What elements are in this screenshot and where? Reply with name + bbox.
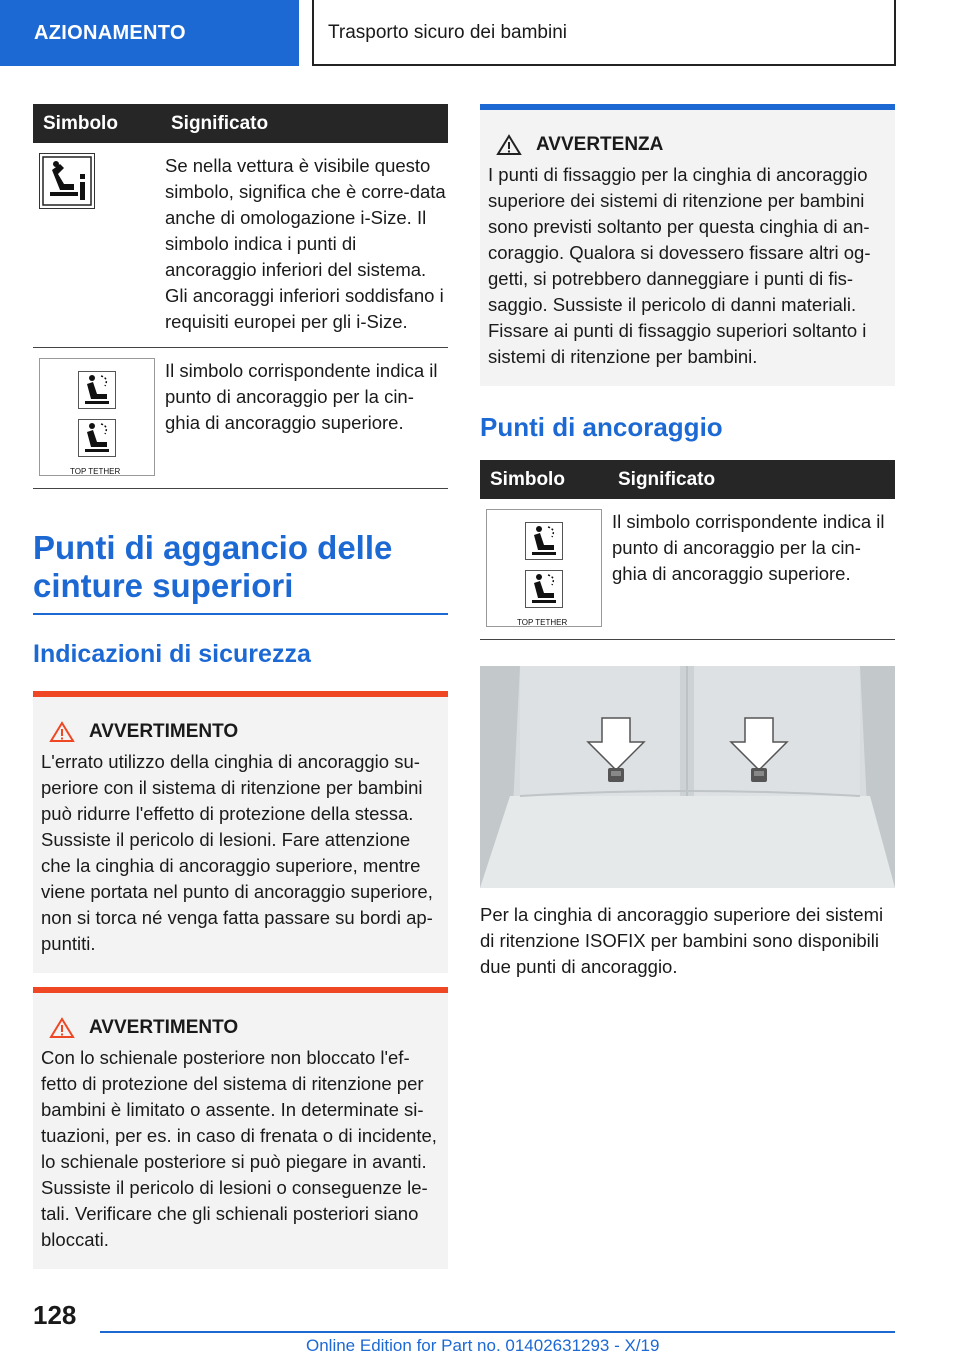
table-header-meaning: Significato xyxy=(608,460,895,499)
table-row xyxy=(480,499,895,640)
notice-title: AVVERTENZA xyxy=(536,134,664,155)
warning-triangle-icon xyxy=(49,1017,75,1039)
table-row xyxy=(33,348,448,489)
section-tab[interactable]: AZIONAMENTO xyxy=(0,0,299,66)
warning-text: L'errato utilizzo della cinghia di ancoraggio su-periore con il sistema di ritenzione per bambini può ridurre l'effetto di protezione della stessa. Sussiste il pericolo di lesioni. Fare attenzione che la cinghia di ancoraggio superiore, mentre viene portata nel punto di ancoraggio superiore, non si torca né venga fatta passare su bordi ap-puntiti. xyxy=(41,751,433,954)
section-heading: Punti di ancoraggio xyxy=(480,412,723,442)
table-header-symbol: Simbolo xyxy=(480,460,608,499)
meaning-text: Il simbolo corrispondente indica il punto di ancoraggio per la cin-ghia di ancoraggio superiore. xyxy=(608,499,895,640)
meaning-text: Il simbolo corrispondente indica il punto di ancoraggio per la cin-ghia di ancoraggio superiore. xyxy=(161,348,448,489)
right-column xyxy=(480,104,895,980)
notice-triangle-icon xyxy=(496,134,522,156)
warning-title: AVVERTIMENTO xyxy=(89,721,239,742)
footer-edition: Online Edition for Part no. 01402631293 - X/19 xyxy=(306,1336,660,1355)
illustration-caption: Per la cinghia di ancoraggio superiore dei sistemi di ritenzione ISOFIX per bambini sono disponibili due punti di ancoraggio. xyxy=(480,904,884,977)
warning-triangle-icon xyxy=(49,721,75,743)
top-tether-label: TOP TETHER xyxy=(517,618,568,627)
top-tether-label: TOP TETHER xyxy=(70,467,121,476)
subsection-heading: Indicazioni di sicurezza xyxy=(33,640,311,668)
table-header-symbol: Simbolo xyxy=(33,104,161,143)
topic-title: Trasporto sicuro dei bambini xyxy=(312,0,896,66)
page-number: 128 xyxy=(33,1300,77,1330)
meaning-text: Se nella vettura è visibile questo simbolo, significa che è corre-data anche di omologazione i-Size. Il simbolo indica i punti di ancoraggio inferiori del sistema. Gli ancoraggi inferiori soddisfano i requisiti europei per gli i-Size. xyxy=(161,143,448,348)
left-column xyxy=(33,104,448,1269)
warning-box xyxy=(33,691,448,973)
symbol-table-left xyxy=(33,104,448,489)
notice-box xyxy=(480,104,895,386)
symbol-table-right xyxy=(480,460,895,640)
anchor-points-illustration xyxy=(480,666,895,888)
isofix-i-size-icon xyxy=(39,153,95,209)
section-heading: Punti di aggancio delle cinture superiori xyxy=(33,529,448,615)
warning-title: AVVERTIMENTO xyxy=(89,1017,239,1038)
notice-text: I punti di fissaggio per la cinghia di ancoraggio superiore dei sistemi di ritenzione per bambini sono previsti soltanto per questa cinghia di an-coraggio. Qualora si dovessero fissare altri og-getti, si potrebbero danneggiare i punti di fis-saggio. Sussiste il pericolo di danni materiali. Fissare ai punti di fissaggio superiori soltanto i sistemi di ritenzione per bambini. xyxy=(488,164,871,367)
top-tether-icon xyxy=(39,358,155,476)
table-header-meaning: Significato xyxy=(161,104,448,143)
warning-text: Con lo schienale posteriore non bloccato l'ef-fetto di protezione del sistema di ritenzione per bambini è limitato o assente. In determinate si-tuazioni, per es. in caso di frenata o di incidente, lo schienale posteriore si può piegare in avanti. Sussiste il pericolo di lesioni o conseguenze le-tali. Verificare che gli schienali posteriori siano bloccati. xyxy=(41,1047,437,1250)
footer-divider xyxy=(100,1331,895,1333)
warning-box xyxy=(33,987,448,1269)
page-header xyxy=(0,0,960,66)
table-row xyxy=(33,143,448,348)
top-tether-icon xyxy=(486,509,602,627)
